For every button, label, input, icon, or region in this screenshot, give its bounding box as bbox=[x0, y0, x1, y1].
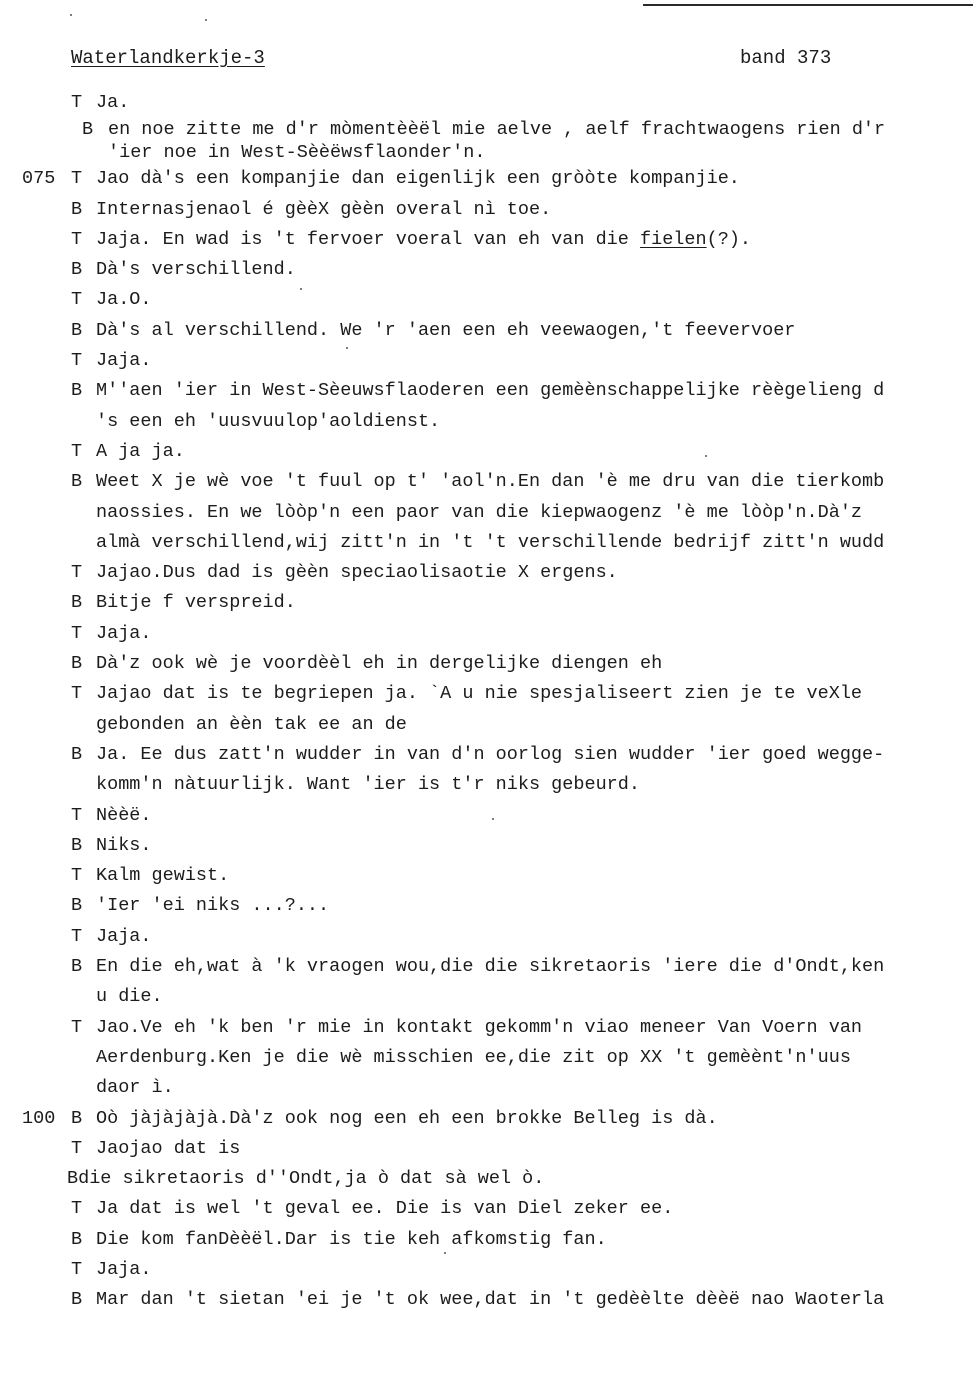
transcript-line bbox=[0, 710, 973, 740]
band-number: band 373 bbox=[740, 47, 832, 69]
utterance-segment: Ja. Ee dus zatt'n wudder in van d'n oorlog sien wudder 'ier goed wegge- bbox=[96, 743, 885, 765]
speaker-label: T bbox=[71, 804, 83, 826]
utterance-segment: Jaja. En wad is 't fervoer voeral van eh van die bbox=[96, 228, 640, 250]
transcript-line bbox=[0, 407, 973, 437]
transcript-line bbox=[0, 1013, 973, 1043]
utterance-segment: Dà's verschillend. bbox=[96, 259, 296, 281]
transcript-line bbox=[0, 88, 973, 118]
utterance-text bbox=[96, 1285, 884, 1315]
transcript-body bbox=[0, 88, 973, 1316]
transcript-line bbox=[0, 141, 973, 164]
utterance-segment: (?). bbox=[706, 228, 752, 250]
utterance-segment: M''aen 'ier in West-Sèeuwsflaoderen een gemèènschappelijke rèègelieng d bbox=[96, 380, 885, 402]
transcript-line bbox=[0, 316, 973, 346]
utterance-segment: Kalm gewist. bbox=[96, 865, 230, 887]
utterance-segment: Internasjenaol é gèèX gèèn overal nì toe. bbox=[96, 198, 552, 220]
speaker-label: T bbox=[71, 1198, 83, 1220]
utterance-text bbox=[96, 528, 884, 558]
utterance-text bbox=[96, 1255, 152, 1285]
utterance-segment: Ja.O. bbox=[96, 289, 152, 311]
speaker-label: B bbox=[71, 592, 83, 614]
utterance-segment: gebonden an èèn tak ee an de bbox=[96, 713, 407, 735]
utterance-segment: Aerdenburg.Ken je die wè misschien ee,die zit op XX 't gemèènt'n'uus bbox=[96, 1046, 851, 1068]
transcript-line bbox=[0, 1104, 973, 1134]
utterance-text bbox=[96, 407, 440, 437]
utterance-segment: Dà'z ook wè je voordèèl eh in dergelijke diengen eh bbox=[96, 653, 663, 675]
utterance-text bbox=[96, 467, 884, 497]
utterance-segment: komm'n nàtuurlijk. Want 'ier is t'r niks gebeurd. bbox=[96, 774, 640, 796]
utterance-text bbox=[96, 1073, 174, 1103]
transcript-line bbox=[0, 770, 973, 800]
utterance-segment: u die. bbox=[96, 986, 163, 1008]
utterance-text bbox=[96, 891, 329, 921]
speaker-label: B bbox=[71, 1289, 83, 1311]
utterance-text bbox=[96, 679, 862, 709]
transcript-line bbox=[0, 498, 973, 528]
speaker-label: T bbox=[71, 622, 83, 644]
utterance-segment: Bdie sikretaoris d''Ondt,ja ò dat sà wel ò. bbox=[67, 1168, 545, 1190]
utterance-segment: 'ier noe in West-Sèèëwsflaonder'n. bbox=[108, 142, 486, 164]
utterance-segment: 'Ier 'ei niks ...?... bbox=[96, 895, 330, 917]
utterance-text bbox=[96, 195, 551, 225]
utterance-text bbox=[96, 710, 407, 740]
speaker-label: T bbox=[71, 168, 83, 190]
transcript-line bbox=[0, 831, 973, 861]
transcript-line bbox=[0, 861, 973, 891]
transcript-line bbox=[0, 619, 973, 649]
utterance-segment: Ja. bbox=[96, 92, 130, 113]
transcript-line bbox=[0, 467, 973, 497]
transcript-line bbox=[0, 437, 973, 467]
utterance-segment: Mar dan 't sietan 'ei je 't ok wee,dat in 't gedèèlte dèèë nao Waoterla bbox=[96, 1289, 885, 1311]
document-title: Waterlandkerkje-3 bbox=[71, 47, 265, 69]
speaker-label: B bbox=[71, 198, 83, 220]
utterance-segment: Jajao dat is te begriepen ja. `A u nie spesjaliseert zien je te veXle bbox=[96, 683, 863, 705]
speaker-label: T bbox=[71, 1137, 83, 1159]
transcript-line bbox=[0, 801, 973, 831]
speaker-label: T bbox=[71, 440, 83, 462]
speaker-label: B bbox=[71, 380, 83, 402]
utterance-segment: Dà's al verschillend. We 'r 'aen een eh veewaogen,'t feevervoer bbox=[96, 319, 796, 341]
transcript-line bbox=[0, 164, 973, 194]
speaker-label: B bbox=[82, 119, 94, 141]
speaker-label: B bbox=[71, 319, 83, 341]
utterance-text bbox=[96, 88, 129, 118]
speaker-label: B bbox=[71, 895, 83, 917]
utterance-segment: en noe zitte me d'r mòmentèèël mie aelve , aelf frachtwaogens rien d'r bbox=[108, 119, 886, 141]
utterance-text bbox=[67, 1164, 544, 1194]
utterance-text bbox=[96, 376, 884, 406]
utterance-segment: Weet X je wè voe 't fuul op t' 'aol'n.En dan 'è me dru van die tierkomb bbox=[96, 471, 885, 493]
utterance-segment: 's een eh 'uusvuulop'aoldienst. bbox=[96, 410, 441, 432]
utterance-text bbox=[96, 437, 185, 467]
line-number: 100 bbox=[22, 1107, 56, 1129]
line-number: 075 bbox=[22, 168, 56, 190]
utterance-segment: Die kom fanDèèël.Dar is tie keh afkomstig fan. bbox=[96, 1228, 607, 1250]
utterance-segment: Oò jàjàjàjà.Dà'z ook nog een eh een brokke Belleg is dà. bbox=[96, 1107, 718, 1129]
utterance-text bbox=[96, 922, 152, 952]
utterance-segment: Jaojao dat is bbox=[96, 1137, 241, 1159]
utterance-text bbox=[96, 225, 751, 255]
utterance-segment: Jaja. bbox=[96, 350, 152, 372]
utterance-text bbox=[96, 346, 152, 376]
speaker-label: T bbox=[71, 925, 83, 947]
transcript-line bbox=[0, 528, 973, 558]
speaker-label: T bbox=[71, 92, 83, 113]
utterance-segment: naossies. En we lòòp'n een paor van die kiepwaogenz 'è me lòòp'n.Dà'z bbox=[96, 501, 863, 523]
utterance-text bbox=[96, 740, 884, 770]
scan-speck bbox=[705, 455, 707, 457]
utterance-text bbox=[96, 982, 163, 1012]
transcript-line bbox=[0, 1255, 973, 1285]
utterance-segment: En die eh,wat à 'k vraogen wou,die die sikretaoris 'iere die d'Ondt,ken bbox=[96, 956, 885, 978]
transcript-line bbox=[0, 1043, 973, 1073]
speaker-label: B bbox=[71, 956, 83, 978]
top-rule bbox=[643, 4, 973, 6]
utterance-segment: daor ì. bbox=[96, 1077, 174, 1099]
utterance-text bbox=[108, 141, 485, 164]
transcript-line bbox=[0, 285, 973, 315]
utterance-text bbox=[96, 164, 740, 194]
utterance-text bbox=[96, 619, 152, 649]
speaker-label: T bbox=[71, 350, 83, 372]
transcript-line bbox=[0, 1194, 973, 1224]
utterance-text bbox=[96, 831, 152, 861]
utterance-text bbox=[96, 1043, 851, 1073]
transcript-line bbox=[0, 952, 973, 982]
utterance-text bbox=[96, 498, 862, 528]
utterance-segment: A ja ja. bbox=[96, 440, 185, 462]
transcript-line bbox=[0, 588, 973, 618]
utterance-segment: Jao.Ve eh 'k ben 'r mie in kontakt gekomm'n viao meneer Van Voern van bbox=[96, 1016, 863, 1038]
speaker-label: B bbox=[71, 259, 83, 281]
transcript-line bbox=[0, 891, 973, 921]
utterance-text bbox=[96, 316, 795, 346]
transcript-line bbox=[0, 558, 973, 588]
utterance-segment: Jao dà's een kompanjie dan eigenlijk een gròòte kompanjie. bbox=[96, 168, 740, 190]
scan-speck bbox=[300, 288, 302, 290]
transcript-line bbox=[0, 649, 973, 679]
transcript-line bbox=[0, 255, 973, 285]
utterance-segment: Jaja. bbox=[96, 622, 152, 644]
speaker-label: T bbox=[71, 1016, 83, 1038]
utterance-segment: Bitje f verspreid. bbox=[96, 592, 296, 614]
utterance-segment: Nèèë. bbox=[96, 804, 152, 826]
speaker-label: T bbox=[71, 228, 83, 250]
scan-speck bbox=[492, 818, 494, 820]
speaker-label: B bbox=[71, 653, 83, 675]
utterance-text bbox=[96, 1225, 607, 1255]
utterance-text bbox=[96, 952, 884, 982]
scan-speck bbox=[205, 19, 207, 21]
utterance-segment: Jajao.Dus dad is gèèn speciaolisaotie X ergens. bbox=[96, 562, 618, 584]
speaker-label: B bbox=[71, 743, 83, 765]
speaker-label: T bbox=[71, 683, 83, 705]
utterance-text bbox=[96, 801, 152, 831]
utterance-text bbox=[96, 1134, 240, 1164]
utterance-segment: Jaja. bbox=[96, 1258, 152, 1280]
speaker-label: B bbox=[71, 1107, 83, 1129]
speaker-label: T bbox=[71, 289, 83, 311]
speaker-label: T bbox=[71, 1258, 83, 1280]
utterance-text bbox=[96, 861, 229, 891]
transcript-line bbox=[0, 679, 973, 709]
transcript-line bbox=[0, 740, 973, 770]
utterance-text bbox=[96, 649, 662, 679]
speaker-label: B bbox=[71, 471, 83, 493]
speaker-label: T bbox=[71, 865, 83, 887]
speaker-label: T bbox=[71, 562, 83, 584]
utterance-text bbox=[96, 770, 640, 800]
transcript-line bbox=[0, 118, 973, 141]
transcript-line bbox=[0, 225, 973, 255]
speaker-label: B bbox=[71, 1228, 83, 1250]
utterance-text bbox=[96, 1013, 862, 1043]
transcript-line bbox=[0, 1285, 973, 1315]
utterance-text bbox=[96, 285, 152, 315]
utterance-segment: Ja dat is wel 't geval ee. Die is van Diel zeker ee. bbox=[96, 1198, 674, 1220]
underlined-word: fielen bbox=[640, 228, 707, 250]
utterance-text bbox=[96, 1194, 673, 1224]
transcript-line bbox=[0, 195, 973, 225]
transcript-line bbox=[0, 1073, 973, 1103]
utterance-segment: Niks. bbox=[96, 834, 152, 856]
transcript-line bbox=[0, 1164, 973, 1194]
speaker-label: B bbox=[71, 834, 83, 856]
transcript-line bbox=[0, 982, 973, 1012]
utterance-segment: Jaja. bbox=[96, 925, 152, 947]
utterance-text bbox=[96, 588, 296, 618]
utterance-text bbox=[96, 558, 618, 588]
utterance-text bbox=[96, 255, 296, 285]
transcript-line bbox=[0, 922, 973, 952]
scan-speck bbox=[346, 347, 348, 349]
scan-speck bbox=[444, 1252, 446, 1254]
transcript-line bbox=[0, 376, 973, 406]
utterance-text bbox=[96, 1104, 718, 1134]
transcript-line bbox=[0, 1225, 973, 1255]
transcript-line bbox=[0, 346, 973, 376]
scan-speck bbox=[70, 14, 72, 16]
utterance-text bbox=[108, 118, 885, 141]
transcript-line bbox=[0, 1134, 973, 1164]
utterance-segment: almà verschillend,wij zitt'n in 't 't verschillende bedrijf zitt'n wudd bbox=[96, 531, 885, 553]
